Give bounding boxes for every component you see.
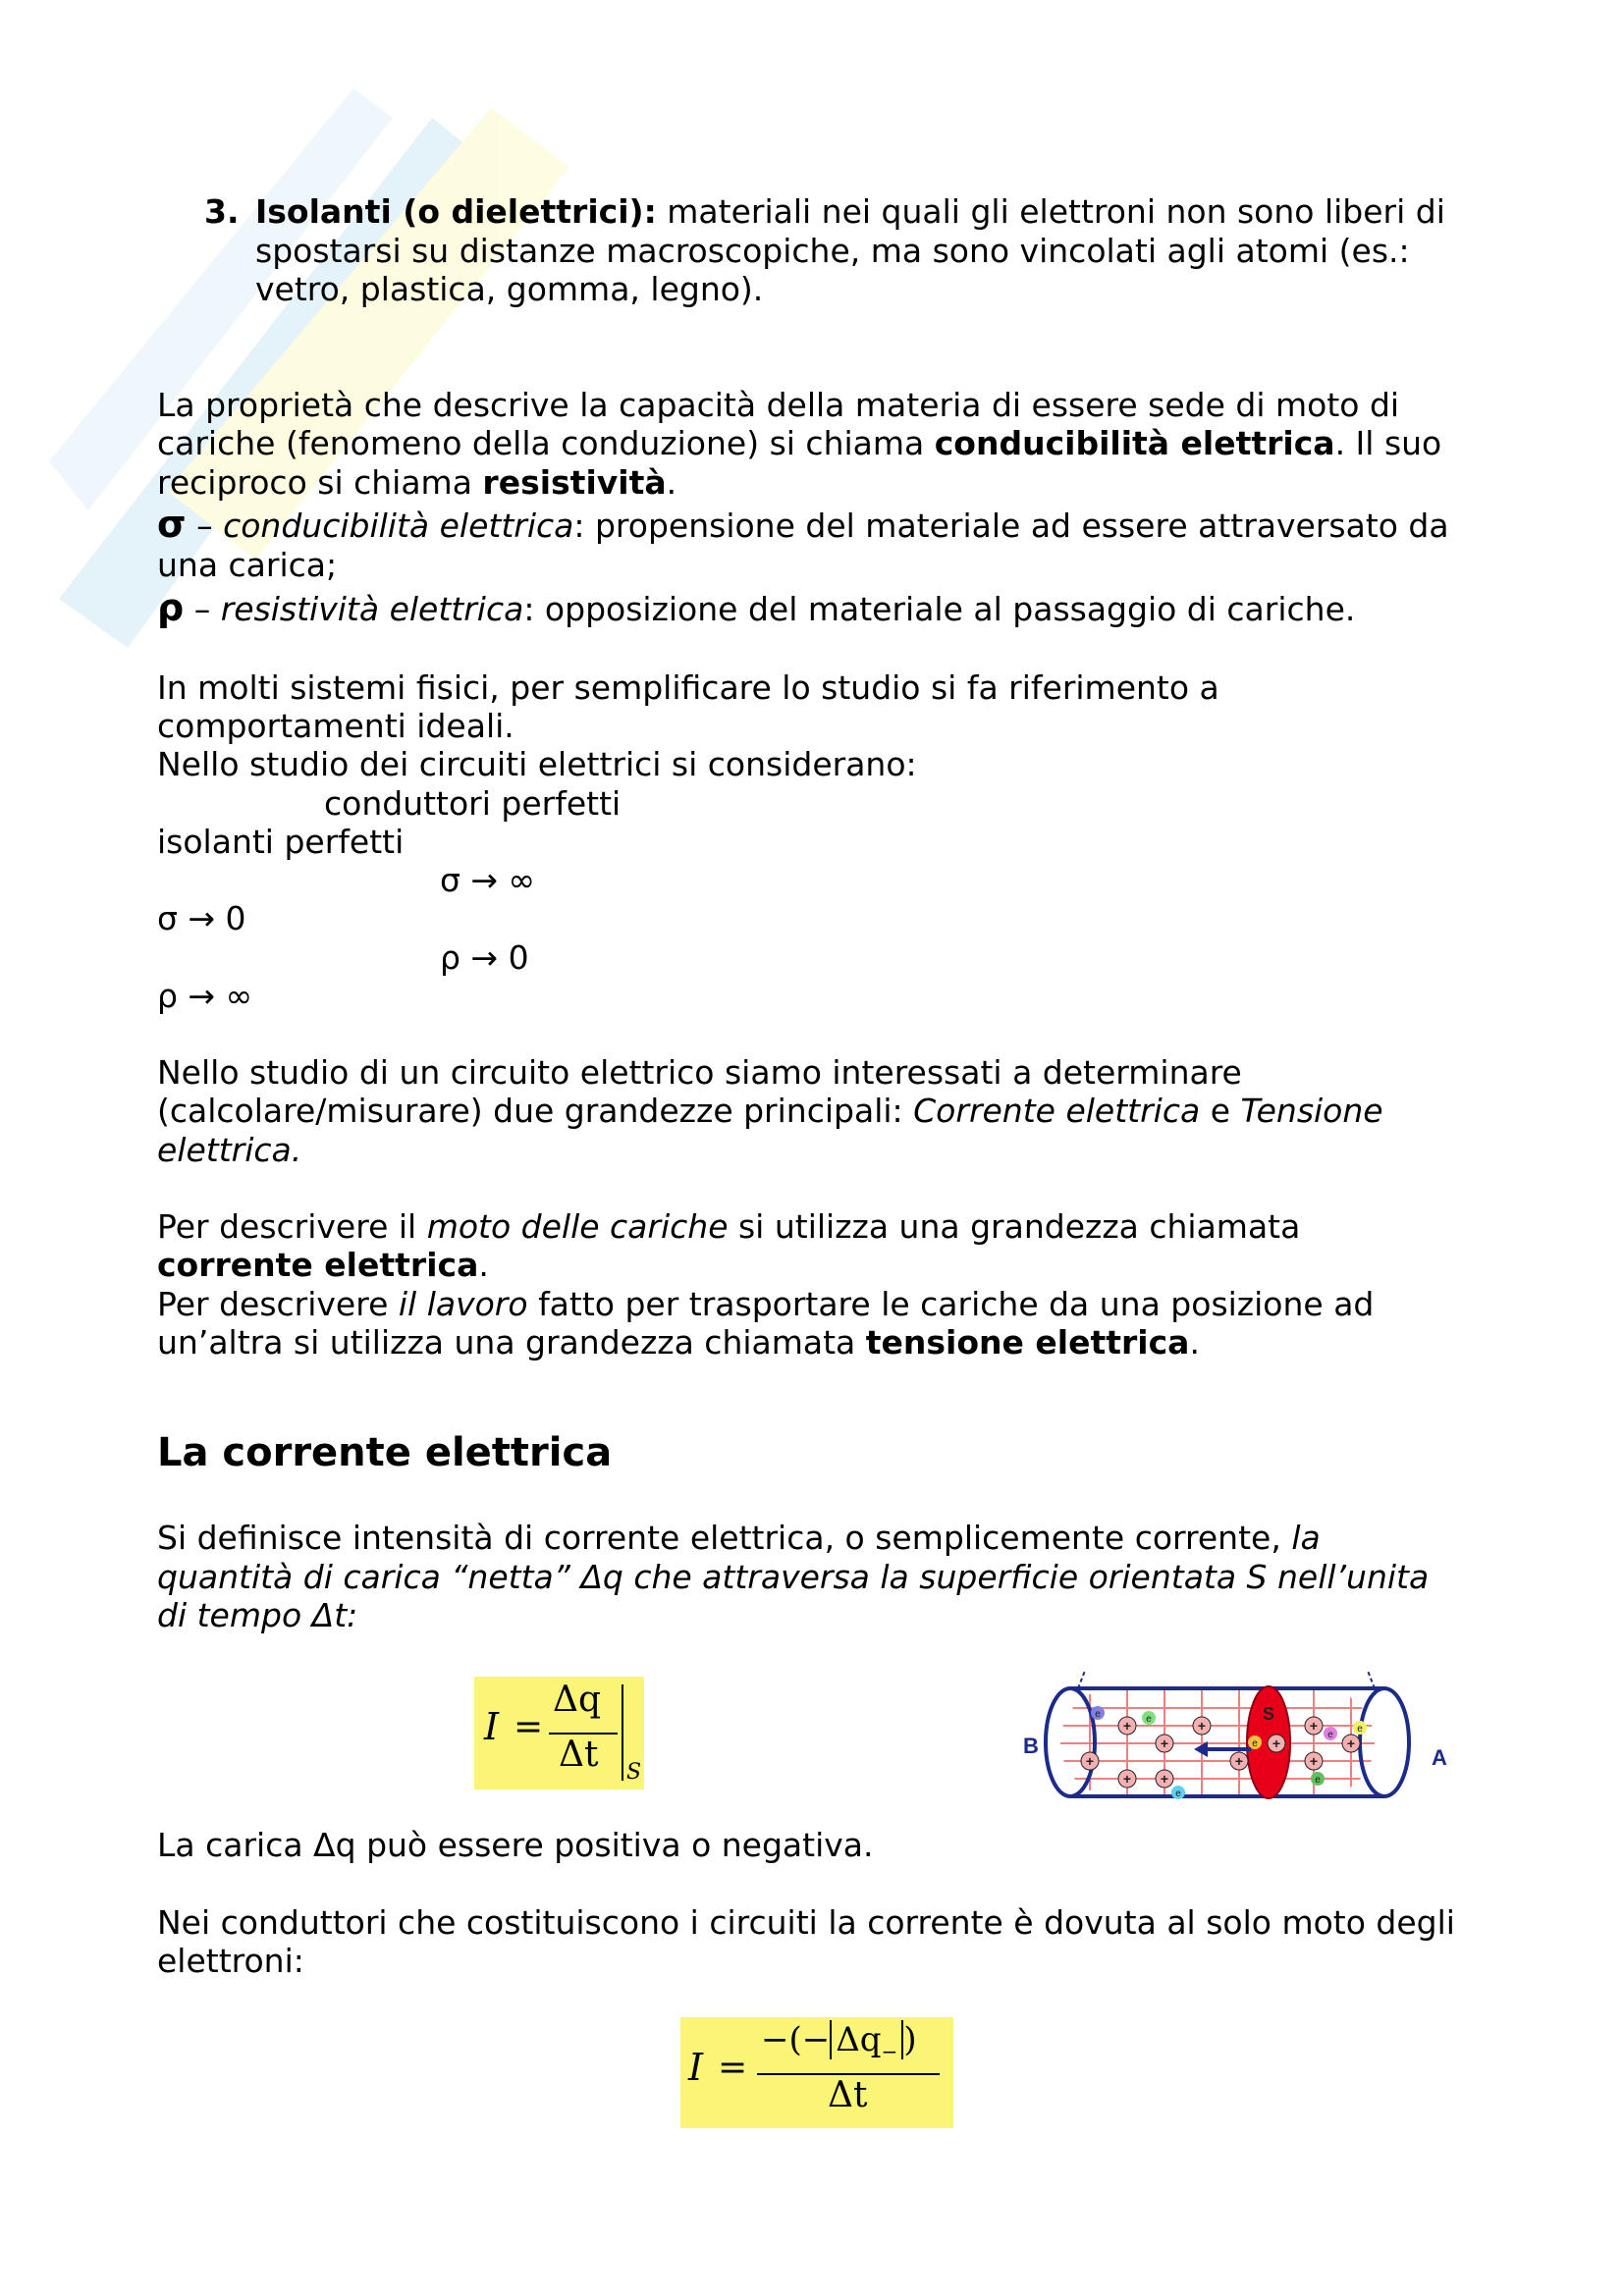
text: reciproco si chiama [157,463,483,502]
definition-text: quantità di carica “netta” Δq che attraversa la superficie orientata S nell’unita [157,1558,1430,1596]
formula-denominator: Δt [828,2075,868,2115]
abs-value [830,2020,903,2063]
term: moto delle cariche [426,1207,729,1246]
plus-ion: + [1346,1735,1356,1751]
term: la [1291,1519,1321,1557]
sigma-zero: σ → 0 [157,899,246,937]
text: . [1189,1323,1200,1362]
term-corrente: Corrente elettrica [913,1092,1201,1130]
paragraph-line [157,1092,1383,1131]
text: Per descrivere [157,1285,399,1323]
rho-symbol: ρ [157,586,185,629]
paragraph-line: elettroni: [157,1942,304,1980]
text: cariche (fenomeno della conduzione) si chiama [157,424,935,462]
list-item-line: vetro, plastica, gomma, legno). [255,270,764,308]
formula-lhs: I [484,1705,500,1748]
formula-current [474,1677,644,1789]
plus-ion: + [1234,1753,1244,1769]
paragraph-line [157,1558,1429,1597]
formula-electron-current [680,2017,953,2128]
lattice-grid [1060,1688,1375,1796]
term-elettrica: elettrica. [157,1131,302,1169]
formula-denominator: Δt [559,1735,599,1775]
sigma-definition [157,503,1449,546]
formula-equals: = [718,2048,748,2088]
rho-zero: ρ → 0 [440,938,529,977]
plus-ion: + [1085,1753,1095,1769]
term: resistività elettrica [220,590,524,628]
electron: e [1095,1709,1101,1720]
text: e [1200,1092,1241,1130]
term-resistivita: resistività [482,463,667,502]
paragraph-line [157,1519,1321,1558]
sigma-symbol: σ [157,503,187,546]
watermark-logo [20,49,707,677]
list-item-line [255,192,1445,232]
plus-ion: + [1160,1735,1169,1751]
paragraph-line [157,424,1441,463]
plus-ion: + [1309,1718,1319,1734]
term-tensione-elettrica: tensione elettrica [865,1323,1190,1362]
plus-ion: + [1122,1771,1132,1787]
conductor-diagram [1011,1669,1473,1826]
paragraph-line: Nello studio dei circuiti elettrici si considerano: [157,745,917,783]
sigma-infinity: σ → ∞ [440,861,536,899]
text: Per descrivere il [157,1207,427,1246]
list-item-text: materiali nei quali gli elettroni non sono liberi di [656,192,1445,231]
paragraph-line [157,1246,489,1285]
label-b: B [1023,1734,1039,1758]
text: : opposizione del materiale al passaggio di cariche. [523,590,1356,628]
paragraph-line [157,1323,1200,1362]
text: – [184,590,221,628]
text: . Il suo [1334,424,1442,462]
text: (calcolare/misurare) due grandezze principali: [157,1092,914,1130]
formula-subscript: S [626,1760,642,1785]
text: fatto per trasportare le cariche da una posizione ad [527,1285,1375,1323]
electron: e [1146,1714,1152,1725]
electron: e [1175,1789,1181,1799]
formula-subscript: − [881,2039,898,2063]
label-conduttori-perfetti: conduttori perfetti [324,784,622,823]
electron: e [1315,1775,1321,1786]
evaluation-bar [622,1684,623,1781]
term: conducibilità elettrica [223,507,574,545]
paragraph-line: La carica Δq può essere positiva o negativa. [157,1826,874,1864]
formula-lhs: I [688,2046,704,2089]
formula-part: ) [903,2020,917,2059]
term: il lavoro [398,1285,528,1323]
paragraph-line [157,1131,301,1170]
formula-part: −(− [761,2020,831,2059]
plus-ion: + [1122,1718,1132,1734]
paragraph-line: Nello studio di un circuito elettrico siamo interessati a determinare [157,1053,1242,1092]
text: si utilizza una grandezza chiamata [728,1207,1301,1246]
list-item-title: Isolanti (o dielettrici): [255,192,657,231]
plus-ion: + [1197,1718,1207,1734]
term-corrente-elettrica: corrente elettrica [157,1246,479,1284]
label-isolanti-perfetti: isolanti perfetti [157,823,405,861]
paragraph-line [157,463,676,503]
definition-text: di tempo Δt: [157,1596,358,1634]
paragraph-line: La proprietà che descrive la capacità della materia di essere sede di moto di [157,386,1400,424]
paragraph-line: In molti sistemi fisici, per semplificare lo studio si fa riferimento a [157,668,1219,707]
paragraph-line: una carica; [157,546,338,584]
rho-definition [157,586,1356,629]
label-s: S [1263,1704,1275,1724]
paragraph-line [157,1596,357,1635]
electron: e [1252,1738,1258,1749]
plus-ion: + [1271,1735,1281,1751]
text: . [478,1246,489,1284]
formula-part: Δq [836,2020,882,2059]
section-heading: La corrente elettrica [157,1430,613,1475]
paragraph-line [157,1207,1300,1247]
text: Si definisce intensità di corrente elettrica, o semplicemente corrente, [157,1519,1292,1557]
label-a: A [1432,1745,1447,1770]
term-conducibilita: conducibilità elettrica [934,424,1335,462]
formula-equals: = [514,1707,544,1747]
paragraph-line [157,1285,1374,1324]
formula-numerator [761,2021,917,2071]
plus-ion: + [1309,1753,1319,1769]
paragraph-line: Nei conduttori che costituiscono i circuiti la corrente è dovuta al solo moto degli [157,1903,1455,1942]
text: – [186,507,224,545]
term-tensione: Tensione [1240,1092,1383,1130]
list-item-line: spostarsi su distanze macroscopiche, ma sono vincolati agli atomi (es.: [255,232,1410,270]
text: un’altra si utilizza una grandezza chiamata [157,1323,866,1362]
plus-ion: + [1160,1771,1169,1787]
formula-numerator: Δq [553,1680,602,1720]
list-number: 3. [204,192,240,231]
text: . [666,463,677,502]
rho-infinity: ρ → ∞ [157,977,253,1015]
text: : propensione del materiale ad essere attraversato da [573,507,1449,545]
electron: e [1357,1724,1363,1735]
electron: e [1327,1730,1333,1740]
paragraph-line: comportamenti ideali. [157,707,514,745]
